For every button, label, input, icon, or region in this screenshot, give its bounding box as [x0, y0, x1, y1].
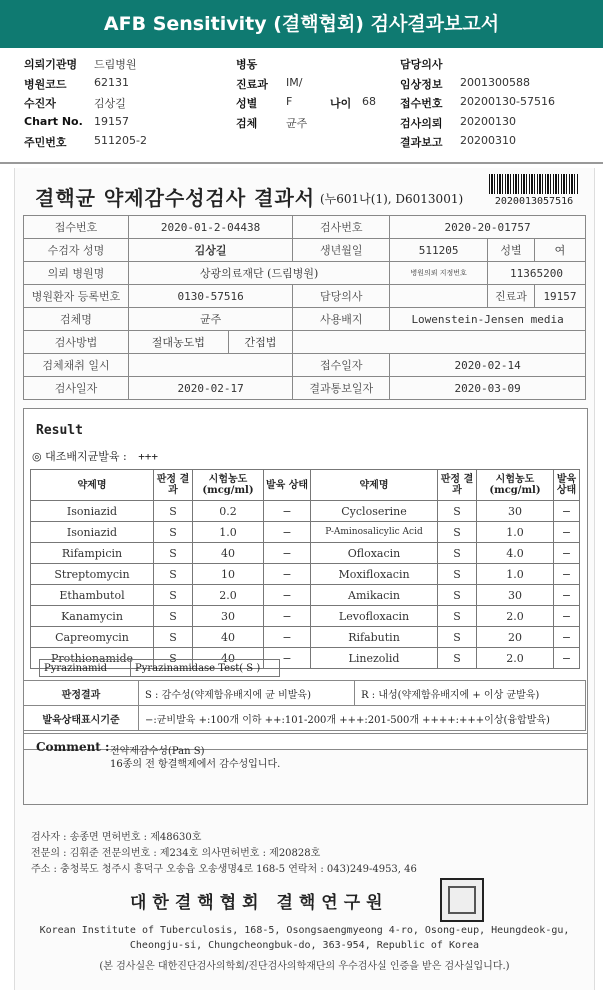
col-growth: 발육 상태 [264, 470, 311, 501]
judgement-legend-s: S : 감수성(약제함유배지에 균 비발육) [139, 681, 355, 706]
footer-english-2: Cheongju-si, Chungcheongbuk-do, 363-954, Republic of Korea [129, 940, 480, 951]
growth-cell: − [264, 585, 311, 606]
growth-legend-text: −:균비발육 +:100개 이하 ++:101-200개 +++:201-500개 ++++:+++이상(융합발육) [139, 706, 586, 731]
doctor-label: 담당의사 [293, 285, 390, 308]
info-dept: 진료과 [236, 78, 268, 91]
growth-legend-label: 발육상태표시기준 [24, 706, 139, 731]
reported-label: 결과통보일자 [293, 377, 390, 400]
sex: 여 [535, 239, 586, 262]
footer-english-1: Korean Institute of Tuberculosis, 168-5, Osongsaengmyeong 4-ro, Osong-eup, Heungdeok-gu, [39, 925, 570, 936]
report-sheet [14, 168, 595, 990]
control-growth [32, 448, 158, 464]
reported: 2020-03-09 [390, 377, 586, 400]
concentration-cell: 40 [193, 543, 264, 564]
judgement-cell: S [438, 501, 477, 522]
drug-cell: Isoniazid [31, 522, 154, 543]
judgement-cell: S [154, 627, 193, 648]
pyrazinamide-value: Pyrazinamidase Test( S ) [131, 660, 280, 677]
reg-no: 0130-57516 [129, 285, 293, 308]
dept: 19157 [535, 285, 586, 308]
sex-label: 성별 [488, 239, 535, 262]
info-hospital-name: 의뢰기관명 [24, 58, 78, 71]
concentration-cell: 30 [193, 606, 264, 627]
report-title: 결핵균 약제감수성검사 결과서 [35, 186, 316, 210]
col-judgement: 판정 결과 [154, 470, 193, 501]
pyrazinamide-label: Pyrazinamid [40, 660, 131, 677]
col-drug-2: 약제명 [311, 470, 438, 501]
hospital: 상광의료재단 (드림병원) [129, 262, 390, 285]
drug-cell: Moxifloxacin [311, 564, 438, 585]
concentration-cell: 40 [193, 627, 264, 648]
drug-cell: Ofloxacin [311, 543, 438, 564]
method-label: 검사방법 [24, 331, 129, 354]
info-ward: 병동 [236, 58, 258, 71]
control-label: ◎ 대조배지균발육 : [32, 450, 127, 463]
growth-cell: − [554, 648, 580, 669]
dob: 511205 [390, 239, 488, 262]
drug-cell: Isoniazid [31, 501, 154, 522]
growth-cell: − [554, 522, 580, 543]
info-patient-value: 김상길 [94, 97, 126, 110]
drug-cell: P-Aminosalicylic Acid [311, 522, 438, 543]
comment-label: Comment : [36, 740, 110, 754]
report-banner: AFB Sensitivity (결핵협회) 검사결과보고서 [0, 0, 603, 48]
drug-cell: Ethambutol [31, 585, 154, 606]
info-age-value: 68 [362, 95, 376, 108]
reg-label: 병원환자 등록번호 [24, 285, 129, 308]
info-specimen: 검체 [236, 117, 258, 130]
hospital-label: 의뢰 병원명 [24, 262, 129, 285]
barcode [489, 174, 579, 210]
specimen: 균주 [129, 308, 293, 331]
growth-cell: − [264, 543, 311, 564]
method-1: 절대농도법 [129, 331, 229, 354]
drug-cell: Rifabutin [311, 627, 438, 648]
receipt-no-label: 접수번호 [24, 216, 129, 239]
drug-cell: Levofloxacin [311, 606, 438, 627]
dob-label: 생년월일 [293, 239, 390, 262]
growth-cell: − [264, 522, 311, 543]
info-chart-no: Chart No. [24, 115, 83, 128]
judgement-cell: S [154, 522, 193, 543]
hospital-code: 11365200 [488, 262, 586, 285]
method-blank [293, 331, 586, 354]
info-resident-no-value: 511205-2 [94, 134, 147, 147]
organization-name: 대한결핵협회 결핵연구원 [130, 893, 389, 913]
info-resident-no: 주민번호 [24, 136, 67, 149]
concentration-cell: 2.0 [477, 648, 554, 669]
table-row [31, 627, 580, 648]
table-row [31, 606, 580, 627]
table-row [31, 543, 580, 564]
col-drug: 약제명 [31, 470, 154, 501]
info-doctor: 담당의사 [400, 58, 443, 71]
info-dept-value: IM/ [286, 76, 303, 89]
info-request: 검사의뢰 [400, 117, 443, 130]
col-judgement-2: 판정 결과 [438, 470, 477, 501]
table-row [31, 522, 580, 543]
col-growth-2: 발육 상태 [554, 470, 580, 501]
dept-label: 진료과 [488, 285, 535, 308]
info-receipt: 접수번호 [400, 97, 443, 110]
table-row [31, 501, 580, 522]
barcode-number: 2020013057516 [494, 196, 574, 207]
info-reported-value: 20200310 [460, 134, 516, 147]
judgement-cell: S [154, 585, 193, 606]
info-reported: 결과보고 [400, 136, 443, 149]
judgement-cell: S [438, 522, 477, 543]
growth-cell: − [264, 501, 311, 522]
received: 2020-02-14 [390, 354, 586, 377]
sensitivity-table [30, 469, 580, 669]
received-label: 접수일자 [293, 354, 390, 377]
hospital-code-label: 병원의뢰 지정번호 [390, 262, 488, 285]
tested: 2020-02-17 [129, 377, 293, 400]
judgement-cell: S [154, 606, 193, 627]
concentration-cell: 4.0 [477, 543, 554, 564]
info-hospital-code-value: 62131 [94, 76, 129, 89]
comment-line-1: 전약제감수성(Pan S) [110, 746, 205, 757]
growth-cell: − [554, 606, 580, 627]
concentration-cell: 1.0 [477, 564, 554, 585]
judgement-cell: S [154, 564, 193, 585]
tested-label: 검사일자 [24, 377, 129, 400]
judgement-cell: S [154, 543, 193, 564]
control-value: +++ [138, 450, 159, 463]
medium: Lowenstein-Jensen media [390, 308, 586, 331]
footer-specialist: 전문의 : 김휘준 전문의번호 : 제234호 의사면허번호 : 제20828호 [31, 848, 321, 859]
test-no: 2020-20-01757 [390, 216, 586, 239]
growth-cell: − [554, 627, 580, 648]
growth-cell: − [264, 648, 311, 669]
info-sex-value: F [286, 95, 293, 108]
drug-cell: Cycloserine [311, 501, 438, 522]
collect-label: 검체채취 일시 [24, 354, 129, 377]
divider [0, 162, 603, 164]
growth-cell: − [554, 585, 580, 606]
drug-cell: Linezolid [311, 648, 438, 669]
concentration-cell: 20 [477, 627, 554, 648]
footer-note: (본 검사실은 대한진단검사의학회/진단검사의학재단의 우수검사실 인증을 받은 검사실입니다.) [99, 961, 510, 972]
judgement-legend-r: R : 내성(약제함유배지에 + 이상 균발육) [355, 681, 586, 706]
growth-cell: − [264, 564, 311, 585]
concentration-cell: 1.0 [193, 522, 264, 543]
judgement-cell: S [438, 627, 477, 648]
doctor [390, 285, 488, 308]
judgement-cell: S [154, 501, 193, 522]
info-chart-no-value: 19157 [94, 115, 129, 128]
judgement-legend-label: 판정결과 [24, 681, 139, 706]
info-sex: 성별 [236, 97, 258, 110]
test-no-label: 검사번호 [293, 216, 390, 239]
judgement-cell: S [154, 648, 193, 669]
concentration-cell: 0.2 [193, 501, 264, 522]
comment-box [23, 733, 588, 805]
judgement-cell: S [438, 648, 477, 669]
footer-address: 주소 : 충청북도 청주시 흥덕구 오송읍 오송생명4로 168-5 연락처 : 043)249-4953, 46 [31, 864, 417, 875]
judgement-cell: S [438, 585, 477, 606]
concentration-cell: 10 [193, 564, 264, 585]
judgement-cell: S [438, 564, 477, 585]
drug-cell: Kanamycin [31, 606, 154, 627]
drug-cell: Prothionamide [31, 648, 154, 669]
report-header-table [23, 215, 586, 400]
official-seal [440, 878, 484, 922]
info-receipt-value: 20200130-57516 [460, 95, 555, 108]
patient-label: 수검자 성명 [24, 239, 129, 262]
barcode-bars [489, 174, 579, 194]
drug-cell: Amikacin [311, 585, 438, 606]
info-request-value: 20200130 [460, 115, 516, 128]
info-specimen-value: 균주 [286, 117, 308, 130]
concentration-cell: 30 [477, 585, 554, 606]
result-title: Result [36, 423, 83, 438]
info-clinical: 임상정보 [400, 78, 443, 91]
growth-cell: − [554, 543, 580, 564]
table-row [31, 585, 580, 606]
concentration-cell: 40 [193, 648, 264, 669]
table-row [31, 564, 580, 585]
form-code: (누601나(1), D6013001) [320, 192, 464, 206]
concentration-cell: 2.0 [193, 585, 264, 606]
info-hospital-code: 병원코드 [24, 78, 67, 91]
col-conc-2: 시험농도 (mcg/ml) [477, 470, 554, 501]
growth-cell: − [264, 606, 311, 627]
drug-cell: Streptomycin [31, 564, 154, 585]
judgement-cell: S [438, 543, 477, 564]
concentration-cell: 30 [477, 501, 554, 522]
info-age: 나이 [330, 97, 352, 110]
pyrazinamide-row [39, 659, 280, 677]
concentration-cell: 2.0 [477, 606, 554, 627]
info-patient: 수진자 [24, 97, 56, 110]
comment-line-2: 16종의 전 항결핵제에서 감수성입니다. [110, 759, 281, 770]
medium-label: 사용배지 [293, 308, 390, 331]
info-hospital-name-value: 드림병원 [94, 58, 137, 71]
method-2: 간접법 [228, 331, 292, 354]
info-clinical-value: 2001300588 [460, 76, 530, 89]
legend-table [23, 680, 586, 731]
growth-cell: − [554, 501, 580, 522]
drug-cell: Rifampicin [31, 543, 154, 564]
footer-examiner: 검사자 : 송종면 면허번호 : 제48630호 [31, 832, 202, 843]
judgement-cell: S [438, 606, 477, 627]
collect [129, 354, 293, 377]
col-conc: 시험농도 (mcg/ml) [193, 470, 264, 501]
specimen-label: 검체명 [24, 308, 129, 331]
growth-cell: − [554, 564, 580, 585]
concentration-cell: 1.0 [477, 522, 554, 543]
patient-name: 김상길 [129, 239, 293, 262]
growth-cell: − [264, 627, 311, 648]
patient-info [0, 52, 603, 162]
drug-cell: Capreomycin [31, 627, 154, 648]
receipt-no: 2020-01-2-04438 [129, 216, 293, 239]
